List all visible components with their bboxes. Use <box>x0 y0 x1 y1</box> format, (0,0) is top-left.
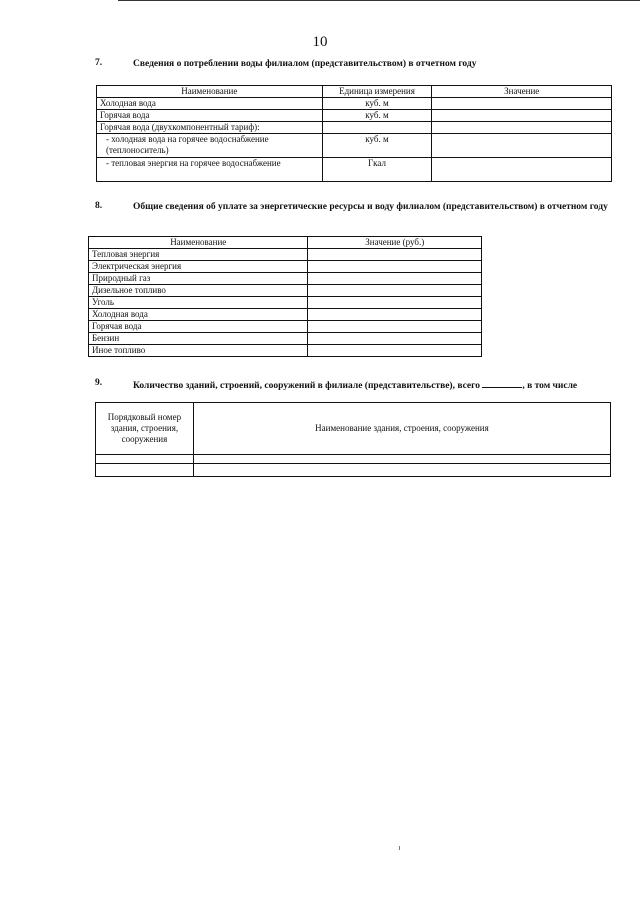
table-header-row <box>97 86 612 98</box>
section-8-title: Общие сведения об уплате за энергетические ресурсы и воду филиалом (представительством) в отчетном году <box>133 202 608 212</box>
row-name: Иное топливо <box>89 345 308 357</box>
table-header-row <box>89 237 482 249</box>
row-value-cell[interactable] <box>308 297 482 309</box>
header-value: Значение (руб.) <box>308 237 482 249</box>
scan-speck <box>399 846 400 850</box>
water-consumption-table <box>96 85 612 182</box>
section-9-title <box>133 378 613 392</box>
table-row <box>89 333 482 345</box>
row-name: - тепловая энергия на горячее водоснабжение <box>97 158 323 182</box>
row-value-cell[interactable] <box>308 285 482 297</box>
row-name: Холодная вода <box>97 98 323 110</box>
row-name: Дизельное топливо <box>89 285 308 297</box>
table-row <box>89 309 482 321</box>
row-name: Бензин <box>89 333 308 345</box>
row-value-cell[interactable] <box>432 110 612 122</box>
table-row <box>97 122 612 134</box>
table-row <box>89 261 482 273</box>
row-name-cell[interactable] <box>193 464 610 477</box>
section-7-number: 7. <box>95 58 103 68</box>
row-value-cell[interactable] <box>308 309 482 321</box>
row-value-cell[interactable] <box>308 261 482 273</box>
table-row <box>89 297 482 309</box>
row-unit: куб. м <box>322 110 432 122</box>
row-name: Тепловая энергия <box>89 249 308 261</box>
row-name: - холодная вода на горячее водоснабжение (теплоноситель) <box>97 134 323 158</box>
header-building-name: Наименование здания, строения, сооружения <box>193 403 610 455</box>
row-name: Природный газ <box>89 273 308 285</box>
row-value-cell[interactable] <box>308 333 482 345</box>
row-value-cell[interactable] <box>432 122 612 134</box>
section-9-title-suffix: , в том числе <box>522 381 578 391</box>
table-row <box>97 158 612 182</box>
row-name: Горячая вода (двухкомпонентный тариф): <box>97 122 323 134</box>
row-name: Электрическая энергия <box>89 261 308 273</box>
row-number-cell[interactable] <box>96 464 194 477</box>
total-buildings-blank[interactable] <box>482 378 522 388</box>
table-row <box>96 455 611 464</box>
row-name: Уголь <box>89 297 308 309</box>
row-name: Горячая вода <box>89 321 308 333</box>
row-value-cell[interactable] <box>432 158 612 182</box>
table-row <box>89 345 482 357</box>
row-name-cell[interactable] <box>193 455 610 464</box>
header-name: Наименование <box>89 237 308 249</box>
row-unit: куб. м <box>322 98 432 110</box>
table-row <box>89 321 482 333</box>
row-name: Горячая вода <box>97 110 323 122</box>
row-unit: Гкал <box>322 158 432 182</box>
header-building-number: Порядковый номер здания, строения, сооружения <box>96 403 194 455</box>
row-unit: куб. м <box>322 134 432 158</box>
energy-payment-table <box>88 236 482 357</box>
row-number-cell[interactable] <box>96 455 194 464</box>
header-name: Наименование <box>97 86 323 98</box>
section-8-number: 8. <box>95 201 103 211</box>
table-row <box>96 464 611 477</box>
row-unit <box>322 122 432 134</box>
header-unit: Единица измерения <box>322 86 432 98</box>
header-value: Значение <box>432 86 612 98</box>
top-border-line <box>118 0 640 1</box>
table-row <box>97 110 612 122</box>
row-value-cell[interactable] <box>308 249 482 261</box>
table-row <box>89 273 482 285</box>
table-row <box>97 98 612 110</box>
section-9-title-text: Количество зданий, строений, сооружений в филиале (представительстве), всего <box>133 381 480 391</box>
row-value-cell[interactable] <box>432 98 612 110</box>
table-header-row <box>96 403 611 455</box>
row-value-cell[interactable] <box>308 345 482 357</box>
page-number: 10 <box>312 34 328 50</box>
row-value-cell[interactable] <box>432 134 612 158</box>
table-row <box>89 249 482 261</box>
section-7-title: Сведения о потреблении воды филиалом (представительством) в отчетном году <box>133 59 477 69</box>
row-value-cell[interactable] <box>308 273 482 285</box>
table-row <box>97 134 612 158</box>
table-row <box>89 285 482 297</box>
row-value-cell[interactable] <box>308 321 482 333</box>
section-9-number: 9. <box>95 378 103 388</box>
row-name: Холодная вода <box>89 309 308 321</box>
buildings-table <box>95 402 611 477</box>
